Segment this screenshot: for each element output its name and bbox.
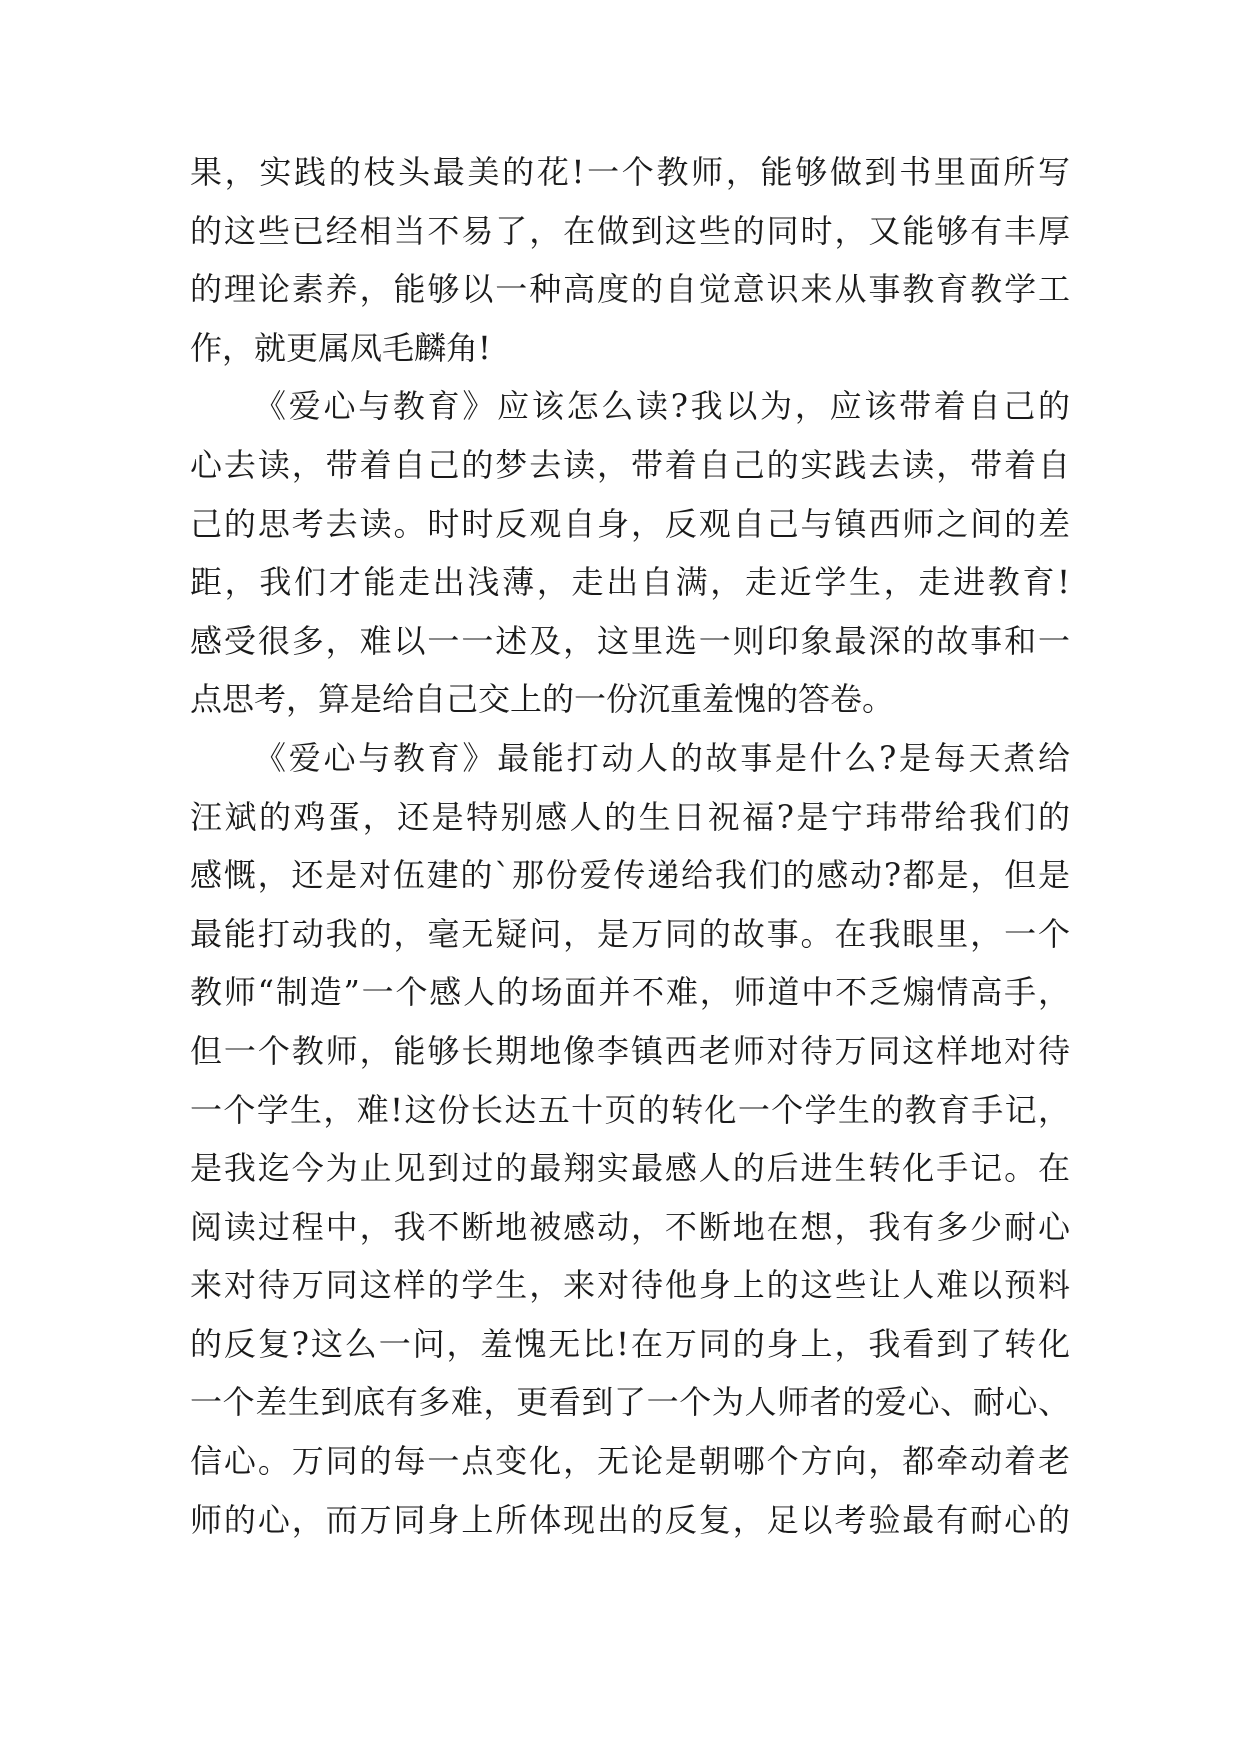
text-line: 阅读过程中，我不断地被感动，不断地在想，我有多少耐心 <box>190 1207 1070 1246</box>
paragraph <box>190 377 1070 729</box>
text-line: 心去读，带着自己的梦去读，带着自己的实践去读，带着自 <box>190 445 1070 484</box>
text-line: 感慨，还是对伍建的`那份爱传递给我们的感动?都是，但是 <box>190 856 1070 895</box>
text-line: 己的思考去读。时时反观自身，反观自己与镇西师之间的差 <box>190 504 1070 543</box>
text-line: 《爱心与教育》应该怎么读?我以为，应该带着自己的 <box>254 387 1070 426</box>
text-line: 感受很多，难以一一述及，这里选一则印象最深的故事和一 <box>190 621 1070 660</box>
text-line: 师的心，而万同身上所体现出的反复，足以考验最有耐心的 <box>190 1500 1070 1539</box>
paragraph <box>190 729 1070 1549</box>
text-line: 最能打动我的，毫无疑问，是万同的故事。在我眼里，一个 <box>190 914 1070 953</box>
paragraph <box>190 143 1070 377</box>
text-line: 是我迄今为止见到过的最翔实最感人的后进生转化手记。在 <box>190 1149 1070 1188</box>
text-line: 一个学生，难!这份长达五十页的转化一个学生的教育手记， <box>190 1090 1070 1129</box>
text-line: 的这些已经相当不易了，在做到这些的同时，又能够有丰厚 <box>190 211 1070 250</box>
document-body <box>190 143 1070 1549</box>
text-line: 作，就更属凤毛麟角! <box>190 328 491 367</box>
text-line: 《爱心与教育》最能打动人的故事是什么?是每天煮给 <box>254 738 1070 777</box>
text-line: 汪斌的鸡蛋，还是特别感人的生日祝福?是宁玮带给我们的 <box>190 797 1070 836</box>
text-line: 一个差生到底有多难，更看到了一个为人师者的爱心、耐心、 <box>190 1383 1070 1422</box>
text-line: 距，我们才能走出浅薄，走出自满，走近学生，走进教育! <box>190 563 1070 602</box>
text-line: 但一个教师，能够长期地像李镇西老师对待万同这样地对待 <box>190 1031 1070 1070</box>
text-line: 信心。万同的每一点变化，无论是朝哪个方向，都牵动着老 <box>190 1442 1070 1481</box>
text-line: 果，实践的枝头最美的花!一个教师，能够做到书里面所写 <box>190 153 1070 191</box>
text-line: 的理论素养，能够以一种高度的自觉意识来从事教育教学工 <box>190 270 1070 309</box>
text-line: 的反复?这么一问，羞愧无比!在万同的身上，我看到了转化 <box>190 1324 1070 1363</box>
text-line: 点思考，算是给自己交上的一份沉重羞愧的答卷。 <box>190 680 895 719</box>
text-line: 来对待万同这样的学生，来对待他身上的这些让人难以预料 <box>190 1266 1070 1305</box>
text-line: 教师“制造”一个感人的场面并不难，师道中不乏煽情高手， <box>190 973 1070 1012</box>
